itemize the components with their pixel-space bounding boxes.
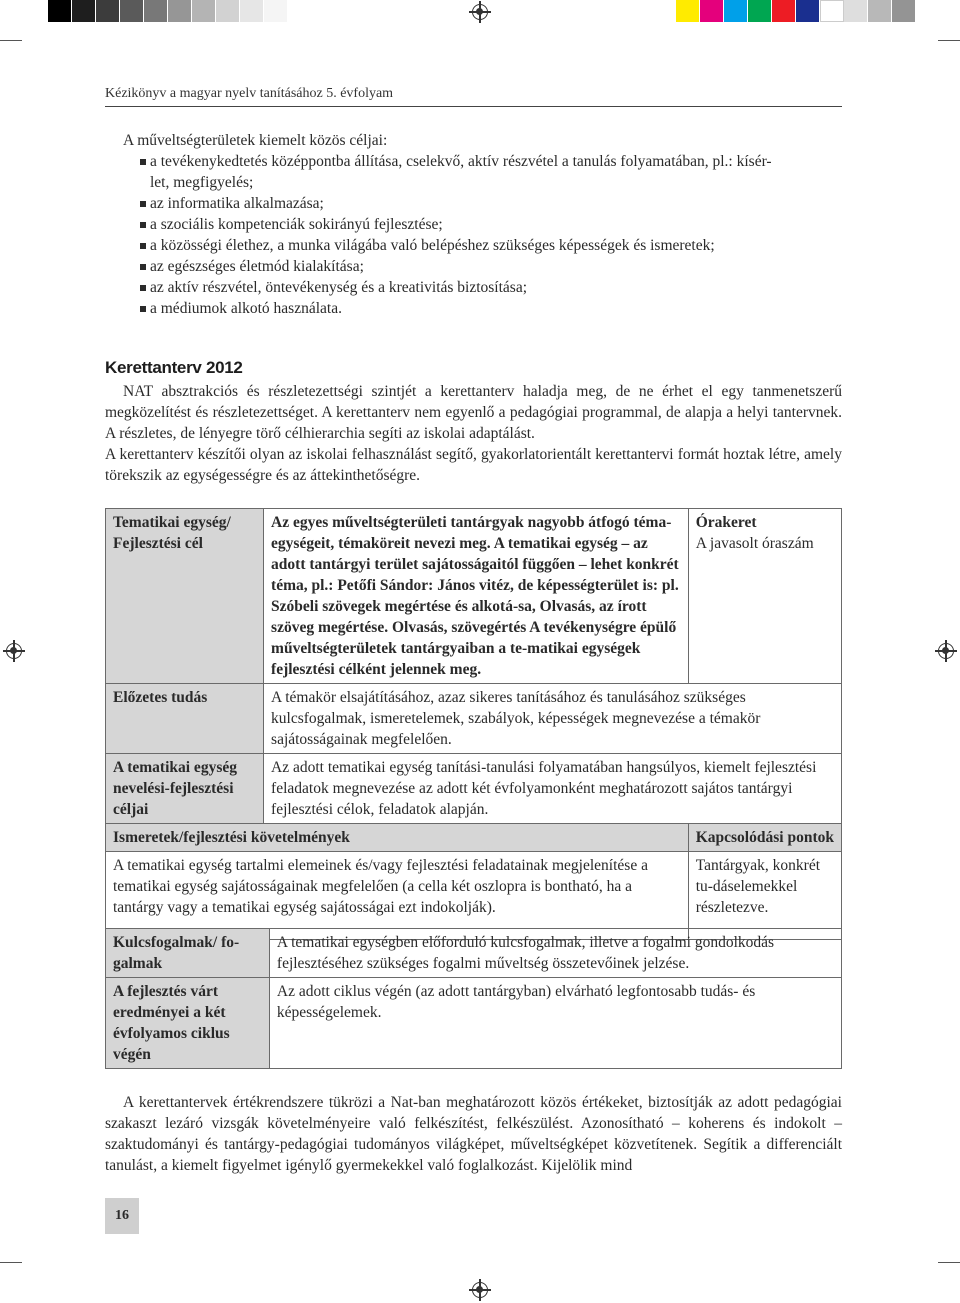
color-swatch [892,0,916,22]
grayscale-color-bar [48,0,288,22]
table-label-cell [106,684,264,754]
color-swatch [868,0,892,22]
gray-swatch [72,0,96,22]
cell-text: Az adott ciklus végén (az adott tantárgyban) elvárható legfontosabb tudás- és képességelemek. [276,983,756,1021]
list-item: a tevékenykedtetés középpontba állítása, cselekvő, aktív részvétel a tanulás folyamatában, pl.: kísér- [105,151,842,172]
table-content-cell [106,852,689,940]
list-item: az egészséges életmód kialakítása; [105,256,842,277]
table-label-cell [106,929,270,978]
header-rule [105,106,842,107]
crop-mark [0,1262,22,1263]
table-label-cell [106,509,264,684]
cell-text: Az adott tematikai egység tanítási-tanulási folyamatában hangsúlyos, kiemelt fejlesztési feladatok megnevezése az adott két évfolyamonként meghatározott sajátos tantárgyi fejlesztési célok, feladatok alapján. [271,759,817,818]
crop-mark [938,1262,960,1263]
intro-lead: A műveltségterületek kiemelt közös céljai: [123,132,388,149]
curriculum-template-table [105,508,842,940]
gray-swatch [120,0,144,22]
color-swatch [796,0,820,22]
crop-mark [0,40,22,41]
section-body [105,381,842,486]
cell-text: Kapcsolódási pontok [695,829,834,846]
gray-swatch [240,0,264,22]
cell-text: Előzetes tudás [113,689,208,706]
table-content-cell [269,929,841,978]
running-head: Kézikönyv a magyar nyelv tanításához 5. évfolyam [105,86,394,101]
cell-text: Tantárgyak, konkrét tu-dáselemekkel részletezve. [695,857,821,916]
table-content-cell [264,754,842,824]
gray-swatch [216,0,240,22]
table-content-cell [264,684,842,754]
cell-text: A tematikai egység tartalmi elemeinek és/vagy fejlesztési feladatainak megjelenítése a tematikai egység sajátosságainak megfelelően (a cella két oszlopra is bontható, ha a tantárgy vagy a tematikai egység sajátosságai ezt indokolják). [113,857,648,916]
list-item: a médiumok alkotó használata. [105,298,842,319]
color-swatch [748,0,772,22]
closing-paragraph: A kerettantervek értékrendszere tükrözi a Nat-ban meghatározott közös értékeket, biztosítják az adott pedagógiai szakaszt lezáró vizsgák követelményeire való felkészítést, felkészülést. Azonosítható – koherens és indokolt – szaktudományi és tantárgy-pedagógiai tudományos világképet, műveltségképet közvetítenek. Segítik a differenciált tanulást, a kiemelt figyelmet igénylő gyermekekkel való foglalkozást. Kijelölik mind [105,1094,842,1174]
color-swatch [700,0,724,22]
section-paragraph: NAT absztrakciós és részletezettségi szintjét a kerettanterv haladja meg, de ne érhet el egy tanmenetszerű megközelítést és részletezettséget. A kerettanterv nem egyenlő a pedagógiai programmal, de alapja a helyi tantervnek. A részletes, de lényegre törő célhierarchia segíti az iskolai adaptálást. [105,383,842,442]
intro-block [105,130,842,319]
gray-swatch [192,0,216,22]
gray-swatch [168,0,192,22]
list-item: az informatika alkalmazása; [105,193,842,214]
crop-mark [938,40,960,41]
list-item-continuation [105,172,842,193]
color-swatch [772,0,796,22]
cell-text: Ismeretek/fejlesztési követelmények [113,829,350,846]
color-swatch [676,0,700,22]
gray-swatch [96,0,120,22]
cell-text: Tematikai egység/ Fejlesztési cél [113,514,231,552]
color-swatch [724,0,748,22]
cell-text: A témakör elsajátításához, azaz sikeres tanításához és tanulásához szükséges kulcsfogalmak, ismeretelemek, szabályok, képességek megnevezése a témakör sajátosságainak megfelelően. [271,689,761,748]
gray-swatch [144,0,168,22]
color-swatch [844,0,868,22]
cell-text: A tematikai egységben előforduló kulcsfogalmak, illetve a fogalmi gondolkodás fejlesztéséhez szükséges fogalmi műveltség összetevőinek jelzése. [276,934,775,972]
table-label-cell [106,978,270,1069]
process-color-bar [676,0,916,22]
table-content-cell [269,978,841,1069]
section-title: Kerettanterv 2012 [105,358,243,377]
cell-text: Kulcsfogalmak/ fo-galmak [113,934,240,972]
outcomes-table [105,928,842,1069]
section-paragraph: A kerettanterv készítői olyan az iskolai felhasználást segítő, gyakorlatorientált kerettantervi formát hoztak létre, amely törekszik az egységességre és az áttekinthetőségre. [105,446,842,484]
color-swatch [820,0,844,22]
list-item: az aktív részvétel, öntevékenység és a kreativitás biztosítása; [105,277,842,298]
table-header-cell [688,824,841,852]
cell-text: A tematikai egység nevelési-fejlesztési céljai [113,759,237,818]
time-frame-text: A javasolt óraszám [695,535,814,552]
table-content-cell [264,509,689,684]
time-frame-title: Órakeret [695,514,757,531]
list-item-continuation-text: let, megfigyelés; [150,174,254,191]
table-label-cell [106,754,264,824]
gray-swatch [48,0,72,22]
list-item: a közösségi élethez, a munka világába való belépéshez szükséges képességek és ismeretek; [105,235,842,256]
table-side-cell [688,509,841,684]
closing-block [105,1092,842,1176]
aims-list [105,151,842,319]
list-item: a szociális kompetenciák sokirányú fejlesztése; [105,214,842,235]
registration-mark-icon [6,643,22,659]
page-number: 16 [105,1198,139,1234]
registration-mark-icon [472,4,488,20]
table-content-cell [688,852,841,940]
table-header-cell [106,824,689,852]
gray-swatch [264,0,288,22]
cell-text: A fejlesztés várt eredményei a két évfolyamos ciklus végén [113,983,230,1063]
registration-mark-icon [472,1282,488,1298]
registration-mark-icon [938,643,954,659]
cell-text: Az egyes műveltségterületi tantárgyak nagyobb átfogó téma-egységeit, témaköreit nevezi meg. A tematikai egység – az adott tantárgyi terület sajátosságaitól függően – lehet konkrét téma, pl.: Petőfi Sándor: János vitéz, de képességterület is: pl. Szóbeli szövegek megértése és alkotá-sa, Olvasás, az írott szöveg megértése. Olvasás, szövegértés A tevékenységre épülő műveltségterületek tantárgyaiban a te-matikai egységek fejlesztési célként jelennek meg. [271,514,679,678]
